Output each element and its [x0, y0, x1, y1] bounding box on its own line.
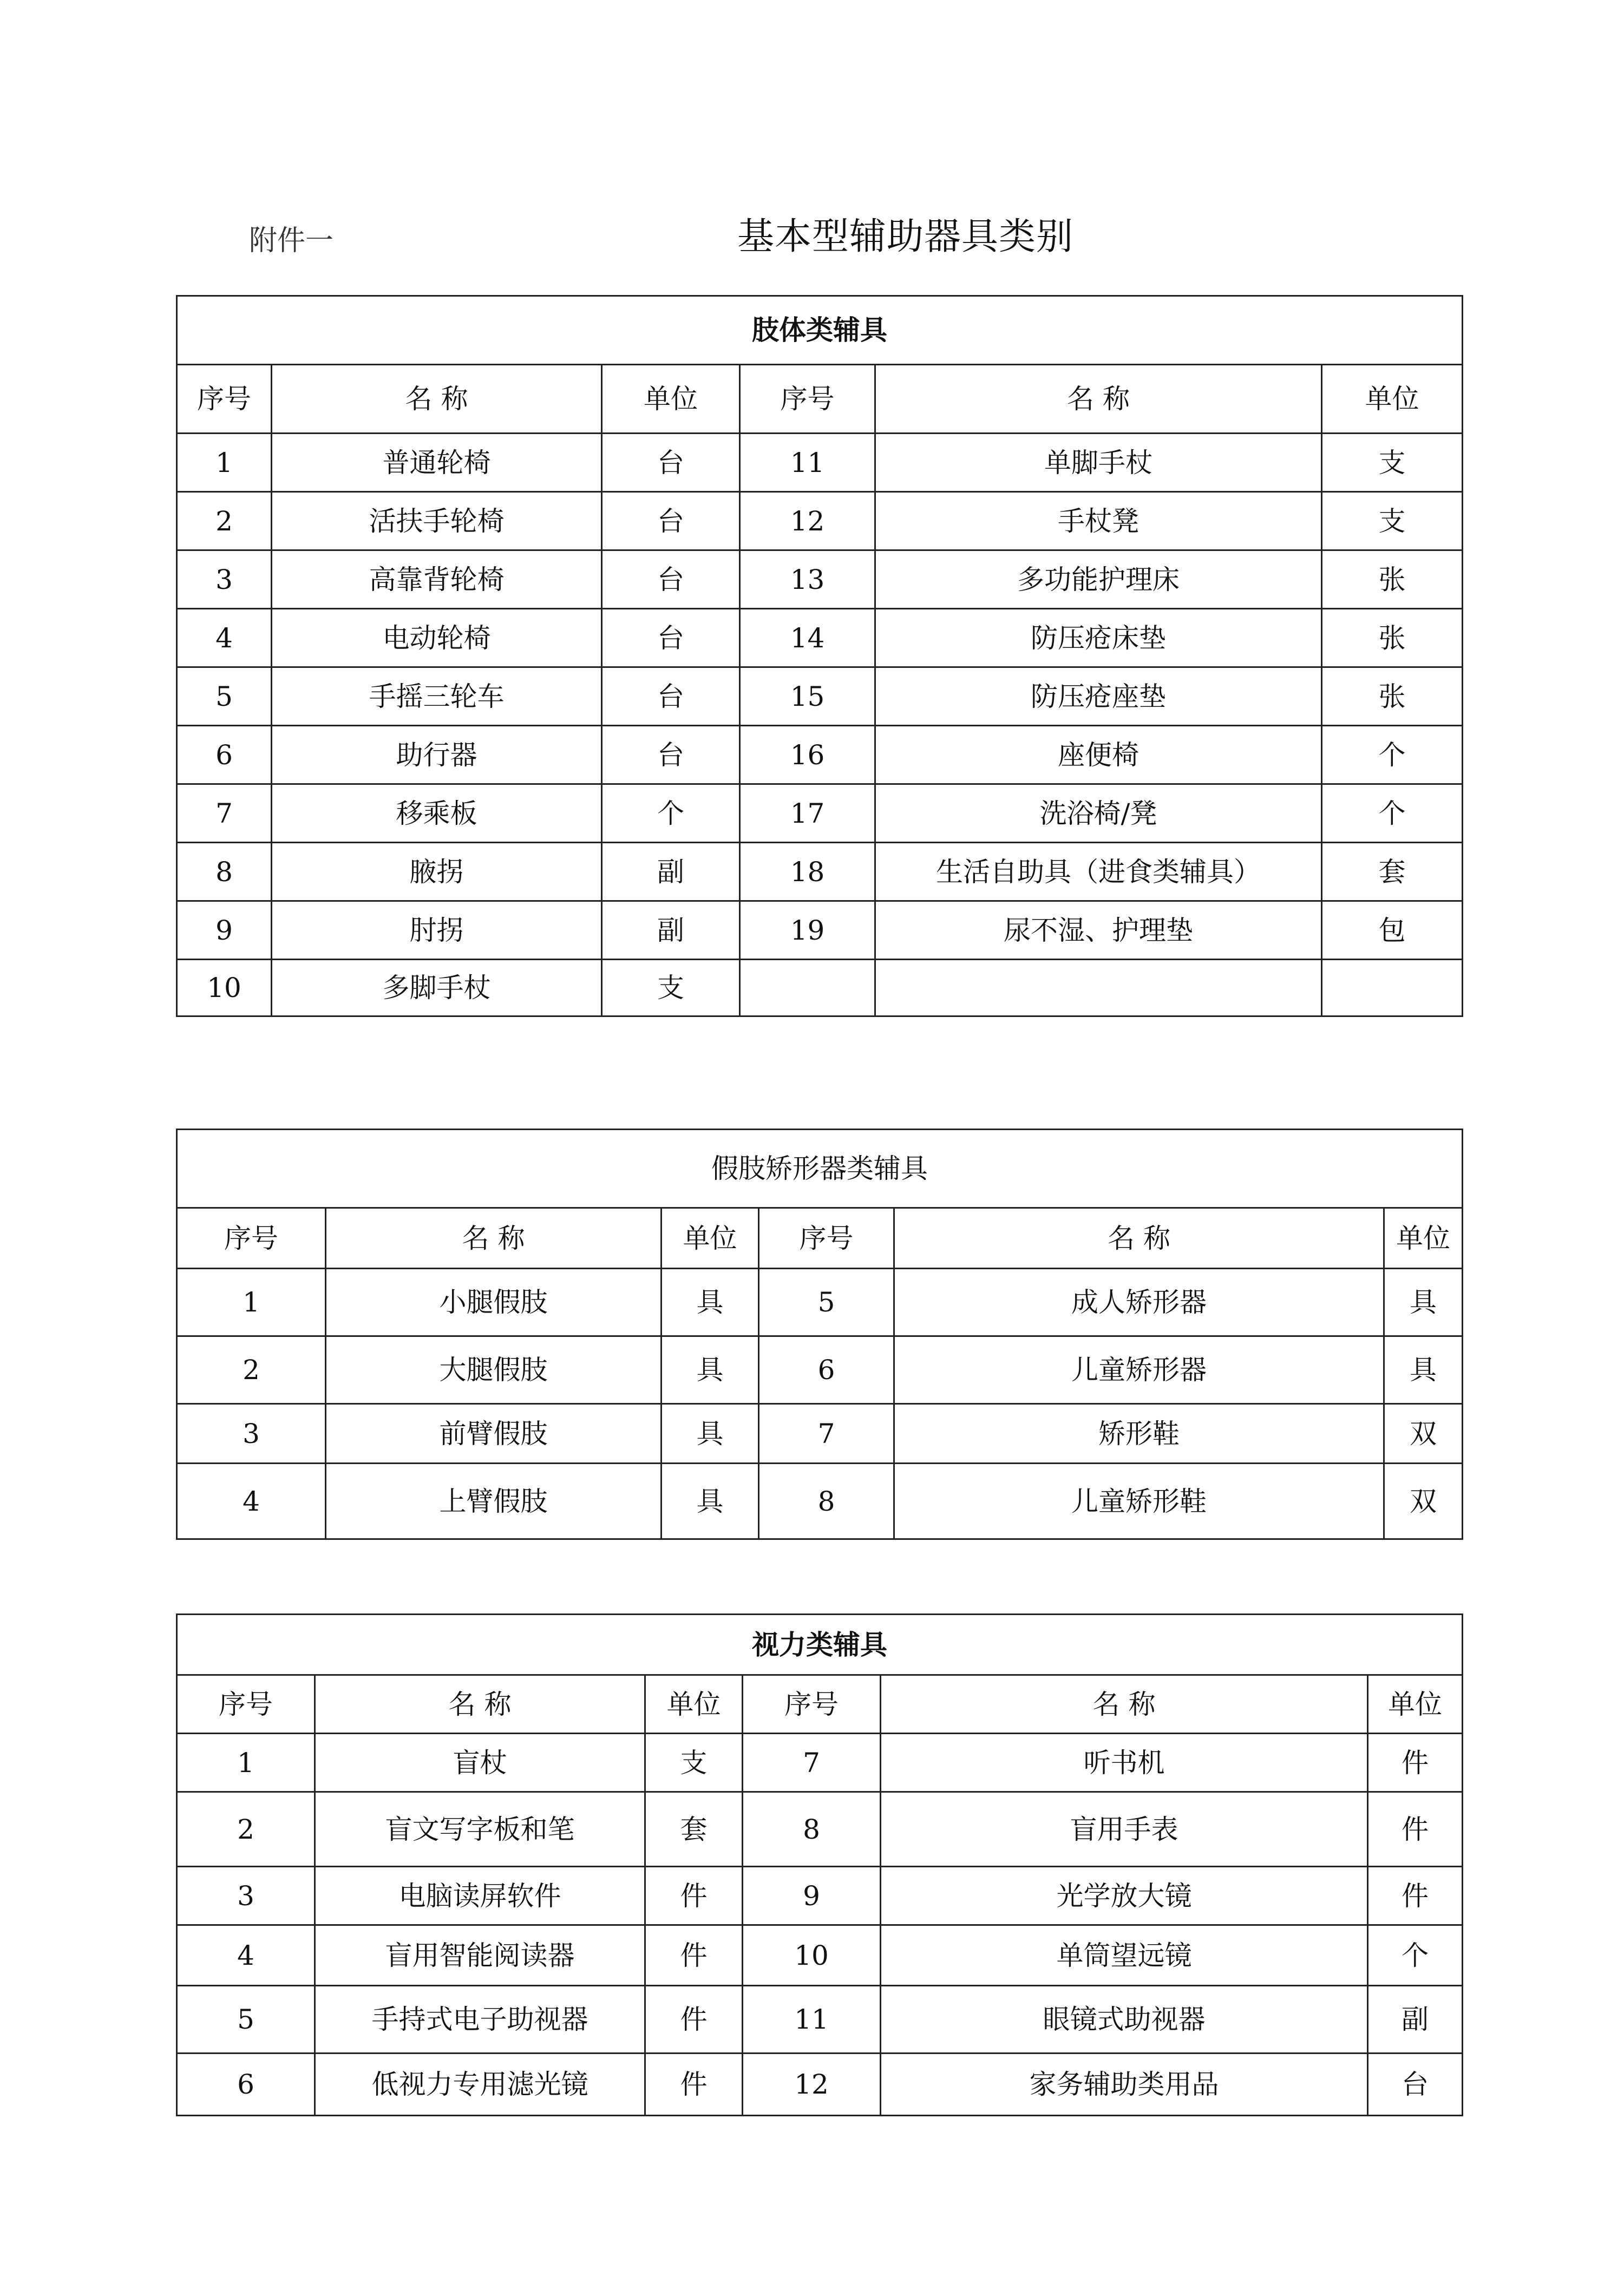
column-header: 单位	[1322, 365, 1463, 434]
table-caption: 视力类辅具	[177, 1615, 1463, 1675]
item-name: 单脚手杖	[875, 434, 1322, 492]
table-row	[177, 901, 1463, 960]
table-row	[177, 609, 1463, 667]
vision-aids-table	[176, 1613, 1463, 2116]
table-row	[177, 784, 1463, 843]
column-header: 序号	[740, 365, 875, 434]
item-name: 尿不湿、护理垫	[875, 901, 1322, 960]
column-header: 名 称	[875, 365, 1322, 434]
item-number: 5	[177, 667, 272, 726]
item-unit: 个	[1322, 726, 1463, 784]
column-header: 序号	[177, 1208, 326, 1269]
item-number: 2	[177, 1336, 326, 1404]
item-number: 9	[743, 1867, 881, 1925]
item-unit: 具	[1384, 1336, 1463, 1404]
item-unit: 个	[1322, 784, 1463, 843]
column-header: 单位	[1384, 1208, 1463, 1269]
table-row	[177, 434, 1463, 492]
item-unit: 件	[645, 2054, 743, 2116]
item-unit: 张	[1322, 667, 1463, 726]
item-unit: 副	[1368, 1986, 1463, 2054]
item-number: 5	[177, 1986, 315, 2054]
column-header: 名 称	[881, 1675, 1368, 1734]
column-header: 名 称	[894, 1208, 1384, 1269]
table-row	[177, 492, 1463, 550]
item-number: 4	[177, 1464, 326, 1539]
table-row	[177, 1986, 1463, 2054]
item-unit: 包	[1322, 901, 1463, 960]
item-name: 肘拐	[272, 901, 602, 960]
column-header: 名 称	[272, 365, 602, 434]
item-unit: 支	[645, 1734, 743, 1792]
item-name: 家务辅助类用品	[881, 2054, 1368, 2116]
item-number: 13	[740, 550, 875, 609]
table-row	[177, 726, 1463, 784]
table-row	[177, 960, 1463, 1016]
item-name: 防压疮座垫	[875, 667, 1322, 726]
item-unit: 台	[602, 492, 740, 550]
item-number: 1	[177, 434, 272, 492]
item-name: 听书机	[881, 1734, 1368, 1792]
item-unit: 台	[602, 609, 740, 667]
item-name: 多功能护理床	[875, 550, 1322, 609]
item-number: 3	[177, 550, 272, 609]
table-header-row	[177, 1675, 1463, 1734]
item-unit: 套	[1322, 843, 1463, 901]
item-unit: 双	[1384, 1464, 1463, 1539]
column-header: 序号	[177, 365, 272, 434]
table-row	[177, 667, 1463, 726]
item-number: 6	[177, 726, 272, 784]
table-row	[177, 550, 1463, 609]
item-unit: 支	[1322, 434, 1463, 492]
item-unit: 支	[602, 960, 740, 1016]
item-unit: 副	[602, 843, 740, 901]
item-number: 9	[177, 901, 272, 960]
item-name: 小腿假肢	[326, 1269, 662, 1336]
item-name: 普通轮椅	[272, 434, 602, 492]
column-header: 单位	[602, 365, 740, 434]
table-header-row	[177, 365, 1463, 434]
column-header: 序号	[177, 1675, 315, 1734]
item-number: 7	[743, 1734, 881, 1792]
item-unit: 件	[645, 1925, 743, 1986]
item-unit: 件	[645, 1986, 743, 2054]
item-name: 盲文写字板和笔	[315, 1792, 645, 1867]
item-unit: 件	[1368, 1867, 1463, 1925]
item-number: 17	[740, 784, 875, 843]
item-number: 1	[177, 1269, 326, 1336]
table-row	[177, 1734, 1463, 1792]
column-header: 单位	[662, 1208, 759, 1269]
table-caption-row	[177, 1615, 1463, 1675]
item-name: 座便椅	[875, 726, 1322, 784]
item-unit: 台	[602, 667, 740, 726]
item-number: 3	[177, 1404, 326, 1464]
item-name: 光学放大镜	[881, 1867, 1368, 1925]
column-header: 单位	[645, 1675, 743, 1734]
item-name: 前臂假肢	[326, 1404, 662, 1464]
item-unit: 具	[1384, 1269, 1463, 1336]
item-name: 眼镜式助视器	[881, 1986, 1368, 2054]
item-name: 电动轮椅	[272, 609, 602, 667]
item-number: 4	[177, 1925, 315, 1986]
item-name: 大腿假肢	[326, 1336, 662, 1404]
table-row	[177, 1269, 1463, 1336]
item-name: 低视力专用滤光镜	[315, 2054, 645, 2116]
item-unit: 具	[662, 1336, 759, 1404]
item-name	[875, 960, 1322, 1016]
item-number: 5	[759, 1269, 894, 1336]
item-unit: 件	[1368, 1734, 1463, 1792]
item-unit: 台	[602, 434, 740, 492]
item-number	[740, 960, 875, 1016]
table-row	[177, 1792, 1463, 1867]
table-row	[177, 843, 1463, 901]
table-row	[177, 1336, 1463, 1404]
item-unit: 张	[1322, 609, 1463, 667]
column-header: 名 称	[326, 1208, 662, 1269]
item-unit: 具	[662, 1404, 759, 1464]
item-name: 盲杖	[315, 1734, 645, 1792]
item-unit: 张	[1322, 550, 1463, 609]
item-name: 电脑读屏软件	[315, 1867, 645, 1925]
item-name: 儿童矫形器	[894, 1336, 1384, 1404]
item-number: 11	[740, 434, 875, 492]
item-unit: 套	[645, 1792, 743, 1867]
item-unit: 台	[1368, 2054, 1463, 2116]
table-header-row	[177, 1208, 1463, 1269]
column-header: 序号	[743, 1675, 881, 1734]
item-number: 12	[740, 492, 875, 550]
item-number: 6	[759, 1336, 894, 1404]
item-name: 手持式电子助视器	[315, 1986, 645, 2054]
item-number: 6	[177, 2054, 315, 2116]
item-number: 8	[759, 1464, 894, 1539]
table-row	[177, 1464, 1463, 1539]
item-unit	[1322, 960, 1463, 1016]
item-number: 7	[759, 1404, 894, 1464]
item-number: 2	[177, 1792, 315, 1867]
item-number: 2	[177, 492, 272, 550]
item-name: 移乘板	[272, 784, 602, 843]
item-name: 生活自助具（进食类辅具）	[875, 843, 1322, 901]
table-caption: 肢体类辅具	[177, 296, 1463, 365]
item-name: 手摇三轮车	[272, 667, 602, 726]
item-name: 活扶手轮椅	[272, 492, 602, 550]
item-unit: 个	[602, 784, 740, 843]
item-name: 成人矫形器	[894, 1269, 1384, 1336]
table-row	[177, 1925, 1463, 1986]
item-name: 手杖凳	[875, 492, 1322, 550]
item-unit: 个	[1368, 1925, 1463, 1986]
item-number: 18	[740, 843, 875, 901]
column-header: 单位	[1368, 1675, 1463, 1734]
item-number: 19	[740, 901, 875, 960]
table-caption-row	[177, 296, 1463, 365]
item-unit: 具	[662, 1464, 759, 1539]
annex-label: 附件一	[249, 225, 334, 257]
item-unit: 双	[1384, 1404, 1463, 1464]
item-number: 7	[177, 784, 272, 843]
item-unit: 件	[645, 1867, 743, 1925]
item-name: 高靠背轮椅	[272, 550, 602, 609]
item-unit: 副	[602, 901, 740, 960]
item-number: 8	[177, 843, 272, 901]
item-number: 10	[743, 1925, 881, 1986]
item-name: 单筒望远镜	[881, 1925, 1368, 1986]
item-name: 矫形鞋	[894, 1404, 1384, 1464]
item-unit: 台	[602, 726, 740, 784]
item-number: 3	[177, 1867, 315, 1925]
column-header: 名 称	[315, 1675, 645, 1734]
document-title: 基本型辅助器具类别	[737, 215, 1074, 258]
item-name: 上臂假肢	[326, 1464, 662, 1539]
item-unit: 台	[602, 550, 740, 609]
item-name: 防压疮床垫	[875, 609, 1322, 667]
item-number: 12	[743, 2054, 881, 2116]
item-unit: 具	[662, 1269, 759, 1336]
item-name: 盲用手表	[881, 1792, 1368, 1867]
table-row	[177, 1404, 1463, 1464]
table-row	[177, 1867, 1463, 1925]
item-name: 多脚手杖	[272, 960, 602, 1016]
item-number: 8	[743, 1792, 881, 1867]
table-caption: 假肢矫形器类辅具	[177, 1130, 1463, 1208]
item-number: 14	[740, 609, 875, 667]
item-number: 4	[177, 609, 272, 667]
item-number: 16	[740, 726, 875, 784]
prosthetic-orthotic-aids-table	[176, 1129, 1463, 1540]
item-number: 15	[740, 667, 875, 726]
table-caption-row	[177, 1130, 1463, 1208]
limb-aids-table	[176, 295, 1463, 1017]
item-name: 盲用智能阅读器	[315, 1925, 645, 1986]
item-name: 洗浴椅/凳	[875, 784, 1322, 843]
column-header: 序号	[759, 1208, 894, 1269]
item-number: 1	[177, 1734, 315, 1792]
item-number: 11	[743, 1986, 881, 2054]
item-name: 腋拐	[272, 843, 602, 901]
item-name: 儿童矫形鞋	[894, 1464, 1384, 1539]
item-name: 助行器	[272, 726, 602, 784]
table-row	[177, 2054, 1463, 2116]
item-number: 10	[177, 960, 272, 1016]
item-unit: 件	[1368, 1792, 1463, 1867]
item-unit: 支	[1322, 492, 1463, 550]
